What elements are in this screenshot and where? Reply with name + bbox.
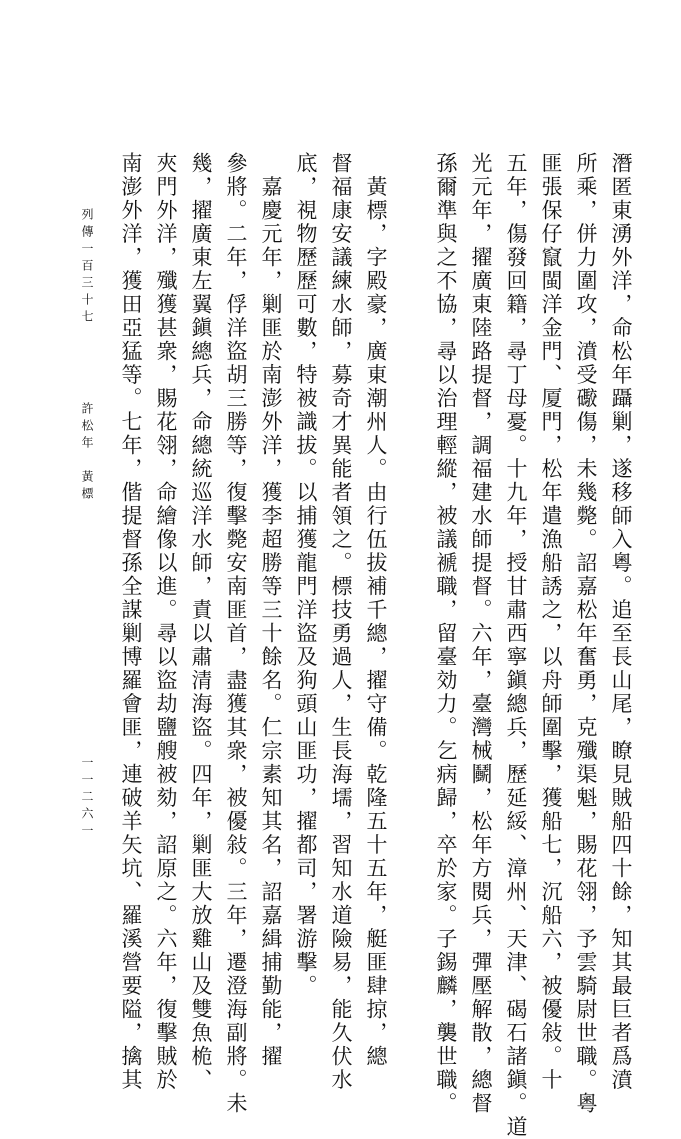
text-column: 五年，傷發回籍，尋丁母憂。十九年，授甘肅西寧鎭總兵，歷延綏、漳州、天津、碣石諸鎭。道 <box>504 152 528 1139</box>
text-column: 督福康安議練水師，募奇才異能者領之。標技勇過人，生長海壖，習知水道險易，能久伏水 <box>329 152 353 1092</box>
running-header-chapter: 列傳一百三十七 <box>80 208 94 327</box>
text-column: 匪張保仔竄閩洋金門、厦門，松年遣漁船誘之，以舟師圍擊，獲船七，沉船六，被優敍。十 <box>539 152 563 1092</box>
text-column: 底，視物歷歷可數，特被識拔。以捕獲龍門洋盜及狗頭山匪功，擢都司，署游擊。 <box>294 152 318 998</box>
text-column: 黃標，字殿豪，廣東潮州人。由行伍拔補千總，擢守備。乾隆五十五年，艇匪肆掠，總 <box>364 152 388 1069</box>
running-header-names: 許松年 黃標 <box>80 402 94 504</box>
text-column: 所乘，併力圍攻，濆受礮傷，未幾斃。詔嘉松年奮勇，克殲渠魁，賜花翎，予雲騎尉世職。粵 <box>574 152 598 1116</box>
text-column: 幾，擢廣東左翼鎭總兵，命總統巡洋水師，責以肅清海盜。四年，剿匪大放雞山及雙魚桅、 <box>189 152 213 1092</box>
text-column: 光元年，擢廣東陸路提督，調福建水師提督。六年，臺灣械鬭，松年方閱兵，彈壓解散，總督 <box>469 152 493 1116</box>
text-column: 潛匿東湧外洋，命松年躡剿，遂移師入粵。追至長山尾，瞭見賊船四十餘，知其最巨者爲濆 <box>609 152 633 1092</box>
text-column: 孫爾準與之不協，尋以治理輕縱，被議褫職，留臺効力。乞病歸，卒於家。子錫麟，襲世職。 <box>434 152 458 1116</box>
text-column: 參將。二年，俘洋盜胡三勝等，復擊斃安南匪首，盡獲其衆，被優敍。三年，遷澄海副將。未 <box>224 152 248 1116</box>
text-column: 嘉慶元年，剿匪於南澎外洋，獲李超勝等三十餘名。仁宗素知其名，詔嘉緝捕勤能，擢 <box>259 152 283 1069</box>
page-number: 一一二六一 <box>80 756 94 841</box>
text-column: 南澎外洋，獲田亞猛等。七年，偕提督孫全謀剿博羅會匪，連破羊矢坑、羅溪營要隘，擒其 <box>119 152 143 1092</box>
text-column: 夾門外洋，殲獲甚衆，賜花翎，命繪像以進。尋以盜劫鹽艘被劾，詔原之。六年，復擊賊於 <box>154 152 178 1092</box>
